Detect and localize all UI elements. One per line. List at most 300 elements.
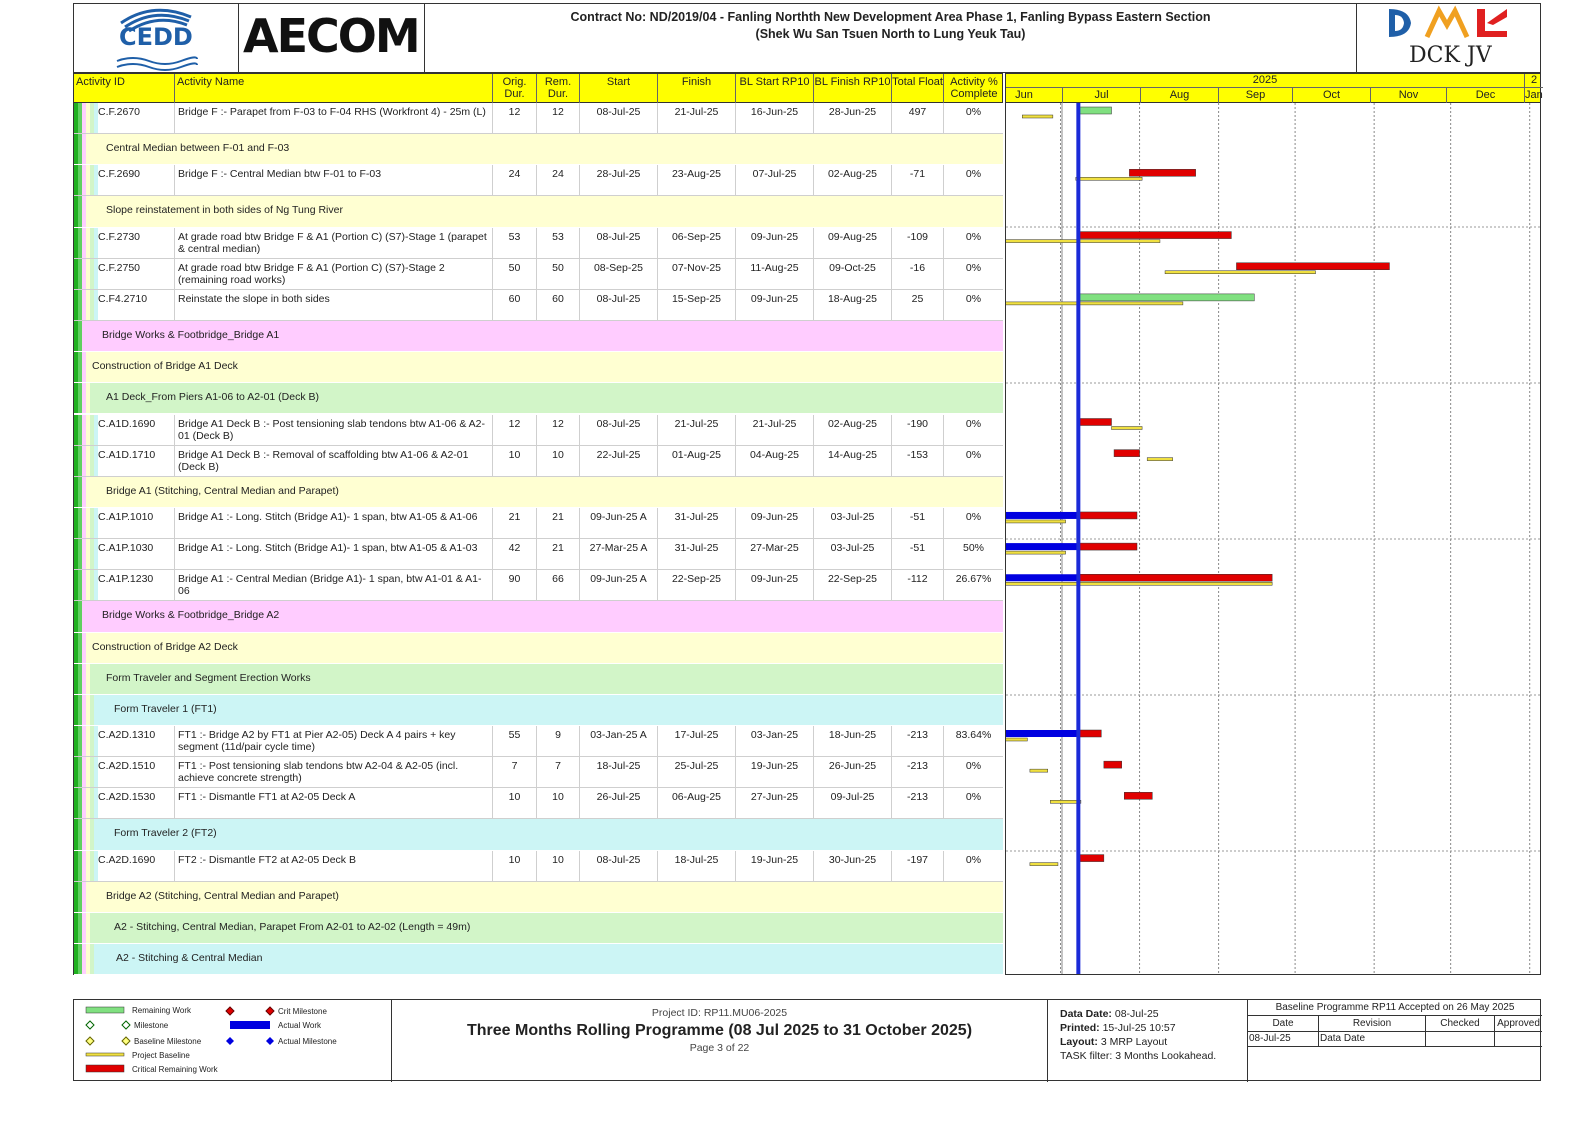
cell-od: 12 [493,103,537,133]
col-orig-dur: Orig. Dur. [493,74,537,104]
cell-tf: -51 [892,508,944,538]
cell-id: C.A1P.1030 [74,539,175,569]
print-info [1048,1000,1248,1082]
wbs-group-label: Construction of Bridge A2 Deck [92,640,238,653]
month-jun: Jun [1015,89,1033,101]
page-number: Page 3 of 22 [689,1042,750,1054]
cell-id: C.F4.2710 [74,290,175,320]
wbs-stripes [74,259,100,289]
gantt-svg [1006,103,1541,975]
cell-name: Bridge A1 :- Central Median (Bridge A1)- 1 span, btw A1-01 & A1-06 [175,570,493,600]
month-oct: Oct [1292,87,1370,103]
cell-id: C.A1D.1690 [74,415,175,445]
activity-row [74,228,1003,259]
cell-id: C.A2D.1690 [74,851,175,881]
cell-finish: 25-Jul-25 [658,757,736,787]
cell-rd: 21 [537,539,580,569]
wbs-group-label: A1 Deck_From Piers A1-06 to A2-01 (Deck B) [106,391,319,404]
wbs-stripes [74,601,100,631]
cell-id: C.A2D.1530 [74,788,175,818]
activity-table [73,103,1003,975]
wbs-stripes [74,228,100,258]
cell-start: 09-Jun-25 A [580,508,658,538]
cell-finish: 06-Sep-25 [658,228,736,258]
cell-rd: 10 [537,788,580,818]
cell-blf: 09-Oct-25 [814,259,892,289]
col-pct-complete: Activity % Complete [950,76,998,100]
activity-row [74,165,1003,196]
col-activity-name: Activity Name [175,74,493,104]
cell-name: FT2 :- Dismantle FT2 at A2-05 Deck B [175,851,493,881]
rev-header-revision: Revision [1319,1016,1426,1031]
wbs-group-row [74,664,1003,695]
wbs-stripes [74,446,100,476]
cell-blf: 18-Jun-25 [814,726,892,756]
wbs-stripes [74,851,100,881]
month-dec: Dec [1446,87,1524,103]
cell-id: C.F.2670 [74,103,175,133]
cell-tf: -109 [892,228,944,258]
cell-rd: 9 [537,726,580,756]
wbs-group-label: Bridge A2 (Stitching, Central Median and Parapet) [106,889,339,902]
cell-rd: 24 [537,165,580,195]
rev-checked [1426,1031,1495,1046]
cell-pc: 0% [944,508,1003,538]
cell-blf: 14-Aug-25 [814,446,892,476]
wbs-stripes [74,664,100,694]
cell-pc: 0% [944,788,1003,818]
cell-od: 50 [493,259,537,289]
wbs-group-row [74,601,1003,632]
cell-tf: -153 [892,446,944,476]
activity-row [74,851,1003,882]
wbs-group-label: Form Traveler 1 (FT1) [114,702,217,715]
activity-row [74,508,1003,539]
critical-remaining-bar [1104,761,1122,768]
legend-baseline-milestone: Baseline Milestone [134,1037,202,1046]
footer-title-block [392,1000,1048,1082]
wbs-stripes [74,508,100,538]
wbs-band [94,695,1003,725]
critical-remaining-bar [1236,263,1389,270]
cell-od: 10 [493,446,537,476]
cell-id: C.F.2750 [74,259,175,289]
legend-critical-remaining-work: Critical Remaining Work [132,1065,218,1074]
col-bl-finish: BL Finish RP10 [814,74,892,104]
wbs-group-row [74,321,1003,352]
dckjv-logo-text: DCK JV [1409,43,1492,68]
wbs-group-row [74,913,1003,944]
activity-row [74,415,1003,446]
cell-name: Bridge A1 Deck B :- Removal of scaffolding btw A1-06 & A2-01 (Deck B) [175,446,493,476]
cell-tf: -197 [892,851,944,881]
baseline-bar [1022,115,1053,118]
rev-revision: Data Date [1319,1031,1426,1046]
cell-blf: 03-Jul-25 [814,508,892,538]
actual-work-bar [1006,512,1078,519]
cell-id: C.A1D.1710 [74,446,175,476]
wbs-group-row [74,882,1003,913]
cell-rd: 21 [537,508,580,538]
cell-blf: 09-Aug-25 [814,228,892,258]
month-jul: Jul [1062,87,1140,103]
cell-od: 55 [493,726,537,756]
cell-blf: 03-Jul-25 [814,539,892,569]
cell-tf: -213 [892,757,944,787]
revision-table [1248,1016,1542,1047]
cell-start: 18-Jul-25 [580,757,658,787]
cell-finish: 22-Sep-25 [658,570,736,600]
wbs-group-row [74,944,1003,975]
cell-name: FT1 :- Bridge A2 by FT1 at Pier A2-05) Deck A 4 pairs + key segment (11d/pair cycle time) [175,726,493,756]
wbs-stripes [74,165,100,195]
cell-start: 08-Sep-25 [580,259,658,289]
cell-pc: 0% [944,446,1003,476]
remaining-work-bar [1078,294,1254,301]
wbs-stripes [74,383,100,413]
cell-rd: 10 [537,851,580,881]
baseline-bar [1006,551,1066,554]
cell-rd: 12 [537,103,580,133]
activity-row [74,788,1003,819]
cell-bls: 07-Jul-25 [736,165,814,195]
cell-tf: -51 [892,539,944,569]
activity-row [74,726,1003,757]
cell-finish: 06-Aug-25 [658,788,736,818]
cell-start: 08-Jul-25 [580,290,658,320]
cell-finish: 23-Aug-25 [658,165,736,195]
wbs-stripes [74,757,100,787]
actual-work-bar [1006,730,1078,737]
cell-bls: 19-Jun-25 [736,757,814,787]
cell-bls: 27-Mar-25 [736,539,814,569]
layout-label: Layout: [1060,1036,1098,1048]
cell-rd: 10 [537,446,580,476]
cell-name: Bridge A1 :- Long. Stitch (Bridge A1)- 1 span, btw A1-05 & A1-06 [175,508,493,538]
wbs-group-label: A2 - Stitching & Central Median [116,952,263,965]
cell-name: Reinstate the slope in both sides [175,290,493,320]
legend-crit-milestone: Crit Milestone [278,1007,327,1016]
footer [73,999,1541,1081]
wbs-stripes [74,415,100,445]
cell-od: 12 [493,415,537,445]
cell-blf: 18-Aug-25 [814,290,892,320]
cell-id: C.A1P.1230 [74,570,175,600]
cedd-logo-text: CEDD [119,23,193,51]
month-aug: Aug [1140,87,1218,103]
cell-od: 10 [493,788,537,818]
contract-line-2: (Shek Wu San Tsuen North to Lung Yeuk Tau) [755,27,1026,41]
rev-header-checked: Checked [1426,1016,1495,1031]
activity-row [74,259,1003,290]
activity-row [74,539,1003,570]
critical-remaining-bar [1078,543,1137,550]
cell-od: 90 [493,570,537,600]
activity-row [74,290,1003,321]
cell-blf: 02-Aug-25 [814,165,892,195]
cell-pc: 0% [944,415,1003,445]
wbs-group-label: Construction of Bridge A1 Deck [92,360,238,373]
contract-title [425,3,1357,73]
cell-tf: -213 [892,788,944,818]
cell-start: 08-Jul-25 [580,103,658,133]
col-bl-start: BL Start RP10 [736,74,814,104]
cell-start: 28-Jul-25 [580,165,658,195]
cell-rd: 50 [537,259,580,289]
revision-block [1248,1000,1542,1082]
column-header [73,73,1003,103]
cell-tf: -71 [892,165,944,195]
cell-name: FT1 :- Post tensioning slab tendons btw A2-04 & A2-05 (incl. achieve concrete strength) [175,757,493,787]
wbs-group-row [74,134,1003,165]
cell-start: 22-Jul-25 [580,446,658,476]
wbs-stripes [74,726,100,756]
wbs-band [94,819,1003,849]
remaining-work-bar [1078,107,1111,114]
cell-start: 08-Jul-25 [580,228,658,258]
cell-tf: -16 [892,259,944,289]
wbs-stripes [74,290,100,320]
wbs-group-row [74,633,1003,664]
cell-tf: 497 [892,103,944,133]
activity-row [74,570,1003,601]
cell-blf: 28-Jun-25 [814,103,892,133]
aecom-logo [239,3,425,73]
cell-start: 09-Jun-25 A [580,570,658,600]
cell-bls: 03-Jan-25 [736,726,814,756]
cell-rd: 66 [537,570,580,600]
cell-start: 03-Jan-25 A [580,726,658,756]
wbs-group-row [74,819,1003,850]
wbs-group-row [74,477,1003,508]
cell-finish: 07-Nov-25 [658,259,736,289]
activity-row [74,103,1003,134]
cell-rd: 60 [537,290,580,320]
cell-pc: 0% [944,757,1003,787]
gantt-chart [1005,103,1541,975]
data-date-value: 08-Jul-25 [1114,1008,1159,1020]
rev-approved [1495,1031,1543,1046]
wbs-stripes [74,196,100,226]
legend-actual-milestone: Actual Milestone [278,1037,337,1046]
cell-name: At grade road btw Bridge F & A1 (Portion C) (S7)-Stage 1 (parapet & central median) [175,228,493,258]
baseline-bar [1006,582,1272,585]
cell-pc: 0% [944,259,1003,289]
cell-blf: 22-Sep-25 [814,570,892,600]
cell-pc: 0% [944,165,1003,195]
cell-bls: 16-Jun-25 [736,103,814,133]
wbs-group-label: A2 - Stitching, Central Median, Parapet From A2-01 to A2-02 (Length = 49m) [114,920,471,933]
actual-work-bar [1006,543,1078,550]
cell-od: 53 [493,228,537,258]
col-start: Start [580,74,658,104]
timescale-header [1005,73,1541,103]
cell-blf: 09-Jul-25 [814,788,892,818]
cell-finish: 18-Jul-25 [658,851,736,881]
cell-bls: 09-Jun-25 [736,290,814,320]
cell-finish: 31-Jul-25 [658,508,736,538]
critical-remaining-bar [1078,730,1101,737]
baseline-bar [1165,271,1315,274]
wbs-stripes [74,788,100,818]
wbs-stripes [74,477,100,507]
dckjv-logo [1357,3,1541,73]
cell-id: C.A2D.1510 [74,757,175,787]
wbs-stripes [74,913,100,943]
cell-rd: 53 [537,228,580,258]
wbs-group-row [74,383,1003,414]
col-finish: Finish [658,74,736,104]
cell-tf: 25 [892,290,944,320]
legend-actual-work: Actual Work [278,1021,321,1030]
baseline-bar [1006,520,1066,523]
cell-start: 27-Mar-25 A [580,539,658,569]
cell-finish: 17-Jul-25 [658,726,736,756]
printed-label: Printed: [1060,1022,1100,1034]
wbs-group-label: Bridge A1 (Stitching, Central Median and Parapet) [106,484,339,497]
cell-start: 08-Jul-25 [580,415,658,445]
critical-remaining-bar [1078,419,1111,426]
wbs-group-row [74,695,1003,726]
cell-blf: 26-Jun-25 [814,757,892,787]
cell-od: 10 [493,851,537,881]
cell-start: 08-Jul-25 [580,851,658,881]
cell-finish: 15-Sep-25 [658,290,736,320]
rev-date: 08-Jul-25 [1248,1031,1319,1046]
contract-line-1: Contract No: ND/2019/04 - Fanling Northth New Development Area Phase 1, Fanling Bypass Eastern Section [570,10,1211,24]
cell-pc: 0% [944,851,1003,881]
cell-start: 26-Jul-25 [580,788,658,818]
cell-od: 24 [493,165,537,195]
rev-header-approved: Approved [1495,1016,1543,1031]
cell-finish: 01-Aug-25 [658,446,736,476]
cell-finish: 21-Jul-25 [658,103,736,133]
legend-milestone: Milestone [134,1021,169,1030]
rev-header-date: Date [1248,1016,1319,1031]
printed-value: 15-Jul-25 10:57 [1102,1022,1176,1034]
actual-work-bar [1006,574,1078,581]
baseline-bar [1030,863,1058,866]
cell-name: FT1 :- Dismantle FT1 at A2-05 Deck A [175,788,493,818]
cell-bls: 21-Jul-25 [736,415,814,445]
col-activity-id: Activity ID [74,74,175,104]
layout-value: 3 MRP Layout [1100,1036,1168,1048]
activity-row [74,757,1003,788]
wbs-stripes [74,134,100,164]
baseline-bar [1112,427,1143,430]
cell-name: Bridge A1 Deck B :- Post tensioning slab tendons btw A1-06 & A2-01 (Deck B) [175,415,493,445]
cell-tf: -112 [892,570,944,600]
cell-bls: 04-Aug-25 [736,446,814,476]
cell-pc: 0% [944,103,1003,133]
timescale-year: 2025 [1006,74,1524,88]
wbs-stripes [74,539,100,569]
wbs-stripes [74,819,100,849]
baseline-bar [1006,738,1027,741]
baseline-bar [1006,302,1183,305]
wbs-stripes [74,944,100,974]
month-nov: Nov [1370,87,1446,103]
wbs-group-label: Slope reinstatement in both sides of Ng Tung River [106,204,343,217]
cell-pc: 26.67% [944,570,1003,600]
wbs-stripes [74,570,100,600]
critical-remaining-bar [1078,574,1272,581]
wbs-stripes [74,103,100,133]
baseline-bar [1076,177,1142,180]
cell-tf: -213 [892,726,944,756]
wbs-group-row [74,196,1003,227]
cell-blf: 30-Jun-25 [814,851,892,881]
cell-id: C.F.2730 [74,228,175,258]
cell-od: 7 [493,757,537,787]
cell-od: 42 [493,539,537,569]
cell-bls: 09-Jun-25 [736,228,814,258]
critical-remaining-bar [1078,232,1231,239]
critical-remaining-bar [1078,855,1104,862]
cell-id: C.F.2690 [74,165,175,195]
wbs-group-label: Form Traveler and Segment Erection Works [106,671,311,684]
wbs-group-label: Bridge Works & Footbridge_Bridge A2 [102,609,280,622]
wbs-group-label: Form Traveler 2 (FT2) [114,827,217,840]
cell-pc: 0% [944,290,1003,320]
critical-remaining-bar [1078,512,1137,519]
critical-remaining-bar [1129,169,1195,176]
activity-row [74,446,1003,477]
legend [74,1000,392,1082]
month-jan: Jan [1525,89,1543,101]
col-rem-dur: Rem. Dur. [537,74,580,104]
cell-od: 60 [493,290,537,320]
cell-bls: 09-Jun-25 [736,570,814,600]
aecom-logo-text: AECOM [243,9,419,63]
baseline-bar [1147,458,1173,461]
cell-id: C.A1P.1010 [74,508,175,538]
baseline-bar [1030,769,1048,772]
wbs-stripes [74,695,100,725]
cell-finish: 21-Jul-25 [658,415,736,445]
baseline-note: Baseline Programme RP11 Accepted on 26 May 2025 [1248,1000,1542,1016]
legend-symbols [74,1000,392,1082]
cedd-logo [73,3,239,73]
legend-remaining-work: Remaining Work [132,1006,191,1015]
cell-finish: 31-Jul-25 [658,539,736,569]
cell-bls: 27-Jun-25 [736,788,814,818]
cell-rd: 12 [537,415,580,445]
cell-blf: 02-Aug-25 [814,415,892,445]
baseline-bar [1006,240,1160,243]
month-sep: Sep [1218,87,1292,103]
cell-name: At grade road btw Bridge F & A1 (Portion C) (S7)-Stage 2 (remaining road works) [175,259,493,289]
cell-pc: 83.64% [944,726,1003,756]
cell-pc: 0% [944,228,1003,258]
wbs-group-label: Central Median between F-01 and F-03 [106,142,290,155]
cell-name: Bridge F :- Central Median btw F-01 to F-03 [175,165,493,195]
project-id: Project ID: RP11.MU06-2025 [651,1007,788,1019]
baseline-bar [1050,800,1081,803]
cell-rd: 7 [537,757,580,787]
cell-pc: 50% [944,539,1003,569]
cell-bls: 09-Jun-25 [736,508,814,538]
cell-tf: -190 [892,415,944,445]
legend-project-baseline: Project Baseline [132,1051,190,1060]
data-date-label: Data Date: [1060,1008,1112,1020]
task-filter: TASK filter: 3 Months Lookahead. [1060,1050,1217,1062]
wbs-group-label: Bridge Works & Footbridge_Bridge A1 [102,329,280,342]
col-total-float: Total Float [892,74,944,104]
cell-name: Bridge F :- Parapet from F-03 to F-04 RHS (Workfront 4) - 25m (L) [175,103,493,133]
cell-bls: 19-Jun-25 [736,851,814,881]
critical-remaining-bar [1114,450,1140,457]
